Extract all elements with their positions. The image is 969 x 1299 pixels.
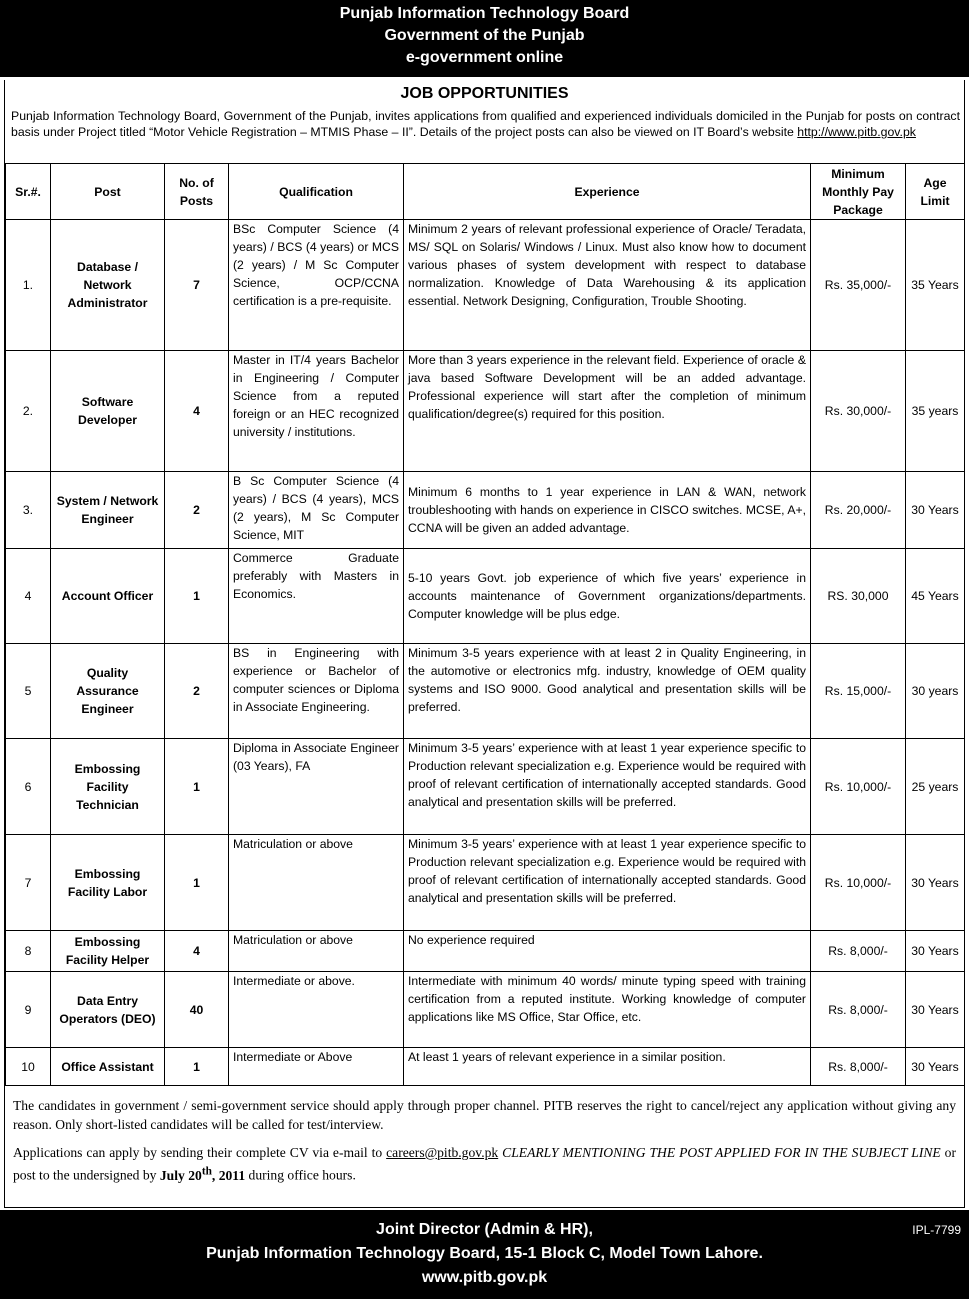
cell-age: 35 years — [906, 351, 965, 472]
intro-paragraph — [5, 108, 964, 163]
cell-experience: Minimum 2 years of relevant professional experience of Oracle/ Teradata, MS/ SQL on Solaris/ Windows / Linux. Must also know how to document various phases of system development with respect to database normalization. Knowledge of Data Warehousing & its application essential. Network Designing, Configuration, Trouble Shooting. — [404, 220, 811, 351]
page-title: JOB OPPORTUNITIES — [400, 85, 569, 102]
cell-posts: 7 — [165, 220, 229, 351]
cell-pay: Rs. 10,000/- — [811, 739, 906, 835]
apply-mid: or post to the undersigned by — [13, 1145, 956, 1183]
deadline-day: July 20 — [159, 1167, 202, 1183]
col-sr: Sr.#. — [6, 164, 51, 220]
cell-sr: 8 — [6, 931, 51, 972]
cell-pay: Rs. 35,000/- — [811, 220, 906, 351]
col-experience: Experience — [404, 164, 811, 220]
cell-age: 25 years — [906, 739, 965, 835]
cell-sr: 10 — [6, 1048, 51, 1086]
signatory: Joint Director (Admin & HR), — [376, 1221, 593, 1238]
table-row — [6, 1048, 965, 1086]
col-post: Post — [51, 164, 165, 220]
table-header-row — [6, 164, 965, 220]
deadline-year: , 2011 — [211, 1167, 246, 1183]
cell-posts: 1 — [165, 549, 229, 644]
note-apply — [13, 1143, 956, 1185]
cell-post: System / Network Engineer — [51, 472, 165, 549]
notes-section — [5, 1086, 964, 1185]
cell-pay: Rs. 8,000/- — [811, 1048, 906, 1086]
cell-sr: 4 — [6, 549, 51, 644]
cell-qualification: Matriculation or above — [229, 931, 404, 972]
cell-post: Database / Network Administrator — [51, 220, 165, 351]
cell-pay: Rs. 8,000/- — [811, 931, 906, 972]
col-posts: No. of Posts — [165, 164, 229, 220]
table-row — [6, 220, 965, 351]
cell-experience: 5-10 years Govt. job experience of which five years’ experience in accounts maintenance of Government organizations/departments. Computer knowledge will be plus edge. — [404, 549, 811, 644]
cell-sr: 2. — [6, 351, 51, 472]
cell-qualification: Intermediate or above. — [229, 972, 404, 1048]
org-name: Punjab Information Technology Board — [339, 5, 630, 22]
cell-sr: 1. — [6, 220, 51, 351]
table-row — [6, 739, 965, 835]
cell-experience: At least 1 years of relevant experience in a similar position. — [404, 1048, 811, 1086]
cell-sr: 6 — [6, 739, 51, 835]
cell-qualification: Master in IT/4 years Bachelor in Engineering / Computer Science from a reputed foreign or an HEC recognized university / institutions. — [229, 351, 404, 472]
apply-prefix: Applications can apply by sending their complete CV via e-mail to — [13, 1145, 387, 1160]
cell-experience: Minimum 6 months to 1 year experience in LAN & WAN, network troubleshooting with hands on experience in CISCO switches. MCSE, A+, CCNA will be given an added advantage. — [404, 472, 811, 549]
address: Punjab Information Technology Board, 15-1 Block C, Model Town Lahore. — [206, 1245, 763, 1262]
cell-posts: 1 — [165, 739, 229, 835]
cell-post: Account Officer — [51, 549, 165, 644]
col-qualification: Qualification — [229, 164, 404, 220]
intro-text: Punjab Information Technology Board, Government of the Punjab, invites applications from qualified and experienced individuals domiciled in the Punjab for posts on contract basis under Project titled “Motor Vehicle Registration – MTMIS Phase – II”. Details of the project posts can also be viewed on IT Board’s website — [11, 109, 960, 139]
cell-posts: 1 — [165, 835, 229, 931]
cell-post: Data Entry Operators (DEO) — [51, 972, 165, 1048]
cell-pay: Rs. 30,000/- — [811, 351, 906, 472]
cell-pay: Rs. 15,000/- — [811, 644, 906, 739]
cell-experience: Minimum 3-5 years experience with at least 2 in Quality Engineering, in the automotive or electronics mfg. industry, knowledge of OEM quality systems and ISO 9000. Good analytical and presentation skills will be preferred. — [404, 644, 811, 739]
cell-posts: 4 — [165, 931, 229, 972]
col-pay: Minimum Monthly Pay Package — [811, 164, 906, 220]
col-age: Age Limit — [906, 164, 965, 220]
cell-qualification: B Sc Computer Science (4 years) / BCS (4 years), MCS (2 years), M Sc Computer Science, MIT — [229, 472, 404, 549]
cell-experience: No experience required — [404, 931, 811, 972]
cell-experience: Minimum 3-5 years’ experience with at least 1 year experience specific to Production relevant specialization e.g. Experience would be required with proof of relevant certification of internationally accepted standards. Good analytical and presentation skills will be preferred. — [404, 739, 811, 835]
cell-experience: More than 3 years experience in the relevant field. Experience of oracle & java based Software Development will be an added advantage. Professional experience will start after the completion of minimum qualification/degree(s) required for this position. — [404, 351, 811, 472]
cell-qualification: BS in Engineering with experience or Bachelor of computer sciences or Diploma in Associate Engineering. — [229, 644, 404, 739]
cell-pay: Rs. 20,000/- — [811, 472, 906, 549]
email-link[interactable]: careers@pitb.gov.pk — [386, 1145, 499, 1160]
cell-post: Embossing Facility Helper — [51, 931, 165, 972]
cell-age: 30 Years — [906, 931, 965, 972]
deadline — [159, 1165, 246, 1183]
cell-sr: 5 — [6, 644, 51, 739]
cell-age: 45 Years — [906, 549, 965, 644]
cell-post: Office Assistant — [51, 1048, 165, 1086]
apply-caps: CLEARLY MENTIONING THE POST APPLIED FOR IN THE SUBJECT LINE — [498, 1145, 941, 1160]
cell-posts: 2 — [165, 644, 229, 739]
website-link[interactable]: http://www.pitb.gov.pk — [797, 125, 916, 139]
cell-posts: 40 — [165, 972, 229, 1048]
table-row — [6, 835, 965, 931]
table-row — [6, 351, 965, 472]
table-row — [6, 644, 965, 739]
header-banner — [0, 0, 969, 77]
cell-posts: 4 — [165, 351, 229, 472]
cell-posts: 1 — [165, 1048, 229, 1086]
cell-sr: 9 — [6, 972, 51, 1048]
cell-posts: 2 — [165, 472, 229, 549]
note-channel: The candidates in government / semi-government service should apply through proper channel. PITB reserves the right to cancel/reject any application without giving any reason. Only short-listed candidates will be called for test/interview. — [13, 1098, 956, 1132]
table-row — [6, 972, 965, 1048]
cell-sr: 7 — [6, 835, 51, 931]
cell-qualification: BSc Computer Science (4 years) / BCS (4 years) or MCS (2 years) / M Sc Computer Science, OCP/CCNA certification is a pre-requisite. — [229, 220, 404, 351]
cell-age: 30 Years — [906, 835, 965, 931]
cell-age: 30 years — [906, 644, 965, 739]
cell-post: Quality Assurance Engineer — [51, 644, 165, 739]
cell-age: 30 Years — [906, 1048, 965, 1086]
cell-post: Embossing Facility Technician — [51, 739, 165, 835]
cell-qualification: Intermediate or Above — [229, 1048, 404, 1086]
cell-sr: 3. — [6, 472, 51, 549]
footer-website[interactable]: www.pitb.gov.pk — [421, 1269, 548, 1286]
cell-qualification: Commerce Graduate preferably with Masters in Economics. — [229, 549, 404, 644]
cell-age: 35 Years — [906, 220, 965, 351]
cell-post: Software Developer — [51, 351, 165, 472]
cell-qualification: Matriculation or above — [229, 835, 404, 931]
apply-suffix: during office hours. — [245, 1167, 356, 1183]
table-row — [6, 472, 965, 549]
jobs-table — [5, 163, 965, 1086]
advertisement-frame — [4, 80, 965, 1208]
footer-banner — [0, 1210, 969, 1299]
cell-pay: Rs. 8,000/- — [811, 972, 906, 1048]
table-row — [6, 549, 965, 644]
table-row — [6, 931, 965, 972]
cell-experience: Minimum 3-5 years’ experience with at least 1 year experience specific to Production relevant specialization e.g. Experience would be required with proof of relevant certification of internationally accepted standards. Good analytical and presentation skills will be preferred. — [404, 835, 811, 931]
cell-age: 30 Years — [906, 972, 965, 1048]
cell-age: 30 Years — [906, 472, 965, 549]
cell-qualification: Diploma in Associate Engineer (03 Years), FA — [229, 739, 404, 835]
gov-name: Government of the Punjab — [384, 27, 585, 44]
cell-pay: RS. 30,000 — [811, 549, 906, 644]
tagline: e-government online — [405, 49, 564, 66]
cell-pay: Rs. 10,000/- — [811, 835, 906, 931]
deadline-sup: th — [201, 1165, 212, 1177]
ad-reference: IPL-7799 — [912, 1223, 961, 1237]
cell-post: Embossing Facility Labor — [51, 835, 165, 931]
cell-experience: Intermediate with minimum 40 words/ minute typing speed with training certification from a reputed institute. Working knowledge of computer applications like MS Office, Star Office, etc. — [404, 972, 811, 1048]
